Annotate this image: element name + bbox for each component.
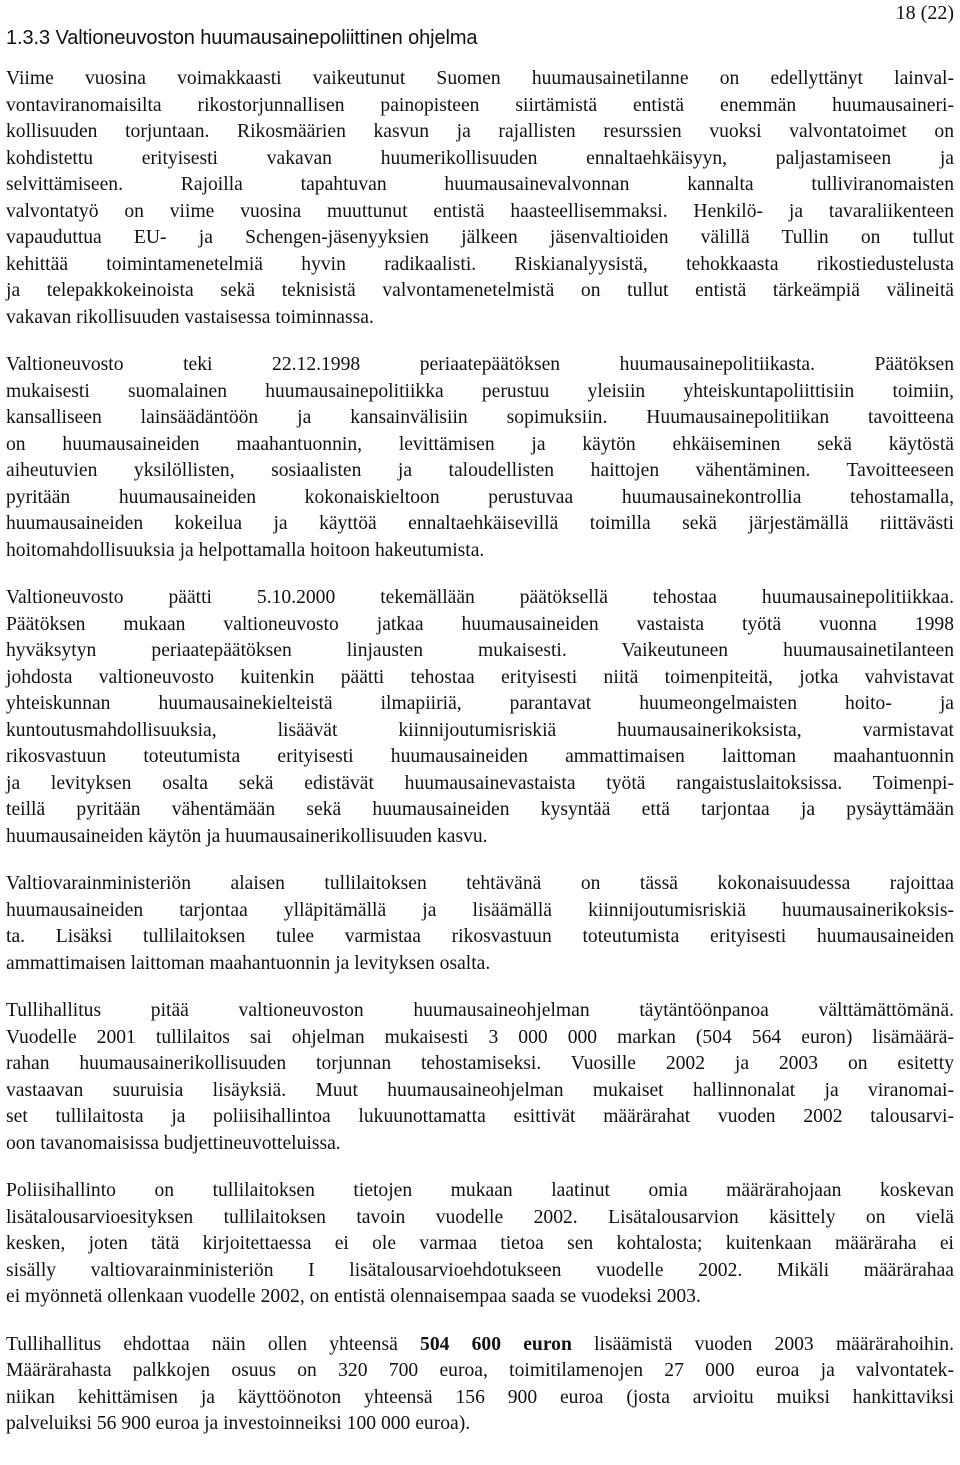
text-line: Vuodelle 2001 tullilaitos sai ohjelman mukaisesti 3 000 000 markan (504 564 euron) lisämäärä- <box>6 1026 954 1048</box>
text-line: ei myönnetä ollenkaan vuodelle 2002, on entistä olennaisempaa saada se vuodeksi 2003. <box>6 1286 701 1307</box>
text-line: aiheutuvien yksilöllisten, sosiaalisten ja taloudellisten haittojen vähentäminen. Tavoitteeseen <box>6 460 954 481</box>
paragraph <box>6 871 954 977</box>
text-line: mukaisesti suomalainen huumausainepolitiikka perustuu yleisiin yhteiskuntapoliittisiin toimiin, <box>6 380 954 402</box>
text-line: palveluiksi 56 900 euroa ja investoinneiksi 100 000 euroa). <box>6 1413 471 1434</box>
text-line: pyritään huumausaineiden kokonaiskieltoon perustuvaa huumausainekontrollia tehostamalla, <box>6 486 954 508</box>
text-line: niikan kehittämisen ja käyttöönoton yhteensä 156 900 euroa (josta arvioitu muiksi hankittaviksi <box>6 1386 954 1408</box>
text-line: hyväksytyn periaatepäätöksen linjausten mukaisesti. Vaikeutuneen huumausainetilanteen <box>6 640 954 661</box>
text-line: valvontatyö on viime vuosina muuttunut entistä haasteellisemmaksi. Henkilö- ja tavaraliikenteen <box>6 200 954 222</box>
text-line: vastaavan suuruisia lisäyksiä. Muut huumausaineohjelman mukaiset hallinnonalat ja viranomai- <box>6 1079 954 1101</box>
text-line: kollisuuden torjuntaan. Rikosmäärien kasvun ja rajallisten resurssien vuoksi valvontatoimet on <box>6 121 954 142</box>
page-number: 18 (22) <box>895 2 954 24</box>
text-line: set tullilaitosta ja poliisihallintoa lukuunottamatta esittivät määrärahat vuoden 2002 talousarvi- <box>6 1106 954 1127</box>
text-line: kohdistettu erityisesti vakavan huumerikollisuuden ennaltaehkäisyyn, paljastamiseen ja <box>6 147 954 169</box>
text-line: rahan huumausainerikollisuuden torjunnan tehostamiseksi. Vuosille 2002 ja 2003 on esitetty <box>6 1053 954 1074</box>
document-body <box>6 66 954 1459</box>
text-line: kesken, joten tätä kirjoitettaessa ei ole varmaa tietoa sen kohtalosta; kuitenkaan määräraha ei <box>6 1233 954 1254</box>
section-title: 1.3.3 Valtioneuvoston huumausainepoliittinen ohjelma <box>6 27 478 49</box>
text-line: kuntoutusmahdollisuuksia, lisäävät kiinnijoutumisriskiä huumausainerikoksista, varmistavat <box>6 719 954 741</box>
text-line: johdosta valtioneuvosto kuitenkin päätti tehostaa erityisesti niitä toimenpiteitä, jotka vahvistavat <box>6 666 954 688</box>
text-line: kansalliseen lainsäädäntöön ja kansainvälisiin sopimuksiin. Huumausainepolitiikan tavoitteena <box>6 407 954 428</box>
text-line: rikosvastuun toteutumista erityisesti huumausaineiden ammattimaisen laittoman maahantuonnin <box>6 746 954 767</box>
text-line: ja telepakkokeinoista sekä teknisistä valvontamenetelmistä on tullut entistä tärkeämpiä välineitä <box>6 280 954 301</box>
paragraph <box>6 998 954 1157</box>
text-line: Tullihallitus ehdottaa näin ollen yhteensä 504 600 euron lisäämistä vuoden 2003 määrärahoihin. <box>6 1333 954 1355</box>
paragraph <box>6 352 954 564</box>
paragraph <box>6 66 954 331</box>
text-line: Valtiovarainministeriön alaisen tullilaitoksen tehtävänä on tässä kokonaisuudessa rajoittaa <box>6 873 954 894</box>
text-line: vakavan rikollisuuden vastaisessa toiminnassa. <box>6 306 374 328</box>
text-line: teillä pyritään vähentämään sekä huumausaineiden kysyntää että tarjontaa ja pysäyttämään <box>6 799 954 820</box>
text-line: huumausaineiden tarjontaa ylläpitämällä ja lisäämällä kiinnijoutumisriskiä huumausainerikoksis- <box>6 899 954 921</box>
paragraph <box>6 585 954 850</box>
text-line: huumausaineiden käytön ja huumausainerikollisuuden kasvu. <box>6 825 488 847</box>
text-line: Poliisihallinto on tullilaitoksen tietojen mukaan laatinut omia määrärahojaan koskevan <box>6 1180 954 1201</box>
text-line: ta. Lisäksi tullilaitoksen tulee varmistaa rikosvastuun toteutumista erityisesti huumausaineiden <box>6 926 954 947</box>
text-line: Tullihallitus pitää valtioneuvoston huumausaineohjelman täytäntöönpanoa välttämättömänä. <box>6 1000 954 1021</box>
text-line: sisälly valtiovarainministeriön I lisätalousarvioehdotukseen vuodelle 2002. Mikäli määrärahaa <box>6 1259 954 1281</box>
paragraph <box>6 1332 954 1438</box>
paragraph <box>6 1178 954 1311</box>
text-line: Valtioneuvosto päätti 5.10.2000 tekemällään päätöksellä tehostaa huumausainepolitiikkaa. <box>6 587 954 608</box>
text-line: hoitomahdollisuuksia ja helpottamalla hoitoon hakeutumista. <box>6 539 485 561</box>
text-line: ja levityksen osalta sekä edistävät huumausainevastaista työtä rangaistuslaitoksissa. Toimenpi- <box>6 772 954 794</box>
text-line: oon tavanomaisissa budjettineuvotteluissa. <box>6 1132 341 1154</box>
text-line: vontaviranomaisilta rikostorjunnallisen painopisteen siirtämistä entistä enemmän huumausaineri- <box>6 94 954 116</box>
text-line: ammattimaisen laittoman maahantuonnin ja levityksen osalta. <box>6 952 491 974</box>
text-line: Valtioneuvosto teki 22.12.1998 periaatepäätöksen huumausainepolitiikasta. Päätöksen <box>6 354 954 375</box>
text-line: lisätalousarvioesityksen tullilaitoksen tavoin vuodelle 2002. Lisätalousarvion käsittely on vielä <box>6 1206 954 1228</box>
text-line: Viime vuosina voimakkaasti vaikeutunut Suomen huumausainetilanne on edellyttänyt lainval- <box>6 68 954 89</box>
text-line: yhteiskunnan huumausainekielteistä ilmapiiriä, parantavat huumeongelmaisten hoito- ja <box>6 693 954 714</box>
text-line: selvittämiseen. Rajoilla tapahtuvan huumausainevalvonnan kannalta tulliviranomaisten <box>6 174 954 195</box>
text-line: on huumausaineiden maahantuonnin, levittämisen ja käytön ehkäiseminen sekä käytöstä <box>6 433 954 455</box>
emphasized-amount: 504 600 euron <box>420 1333 572 1355</box>
text-line: kehittää toimintamenetelmiä hyvin radikaalisti. Riskianalyysistä, tehokkaasta rikostiedustelusta <box>6 253 954 275</box>
text-line: Päätöksen mukaan valtioneuvosto jatkaa huumausaineiden vastaista työtä vuonna 1998 <box>6 613 954 635</box>
text-line: vapauduttua EU- ja Schengen-jäsenyyksien jälkeen jäsenvaltioiden välillä Tullin on tullut <box>6 227 954 248</box>
text-line: Määrärahasta palkkojen osuus on 320 700 euroa, toimitilamenojen 27 000 euroa ja valvontatek- <box>6 1360 954 1381</box>
text-line: huumausaineiden kokeilua ja käyttöä ennaltaehkäisevillä toimilla sekä järjestämällä riittävästi <box>6 513 954 534</box>
